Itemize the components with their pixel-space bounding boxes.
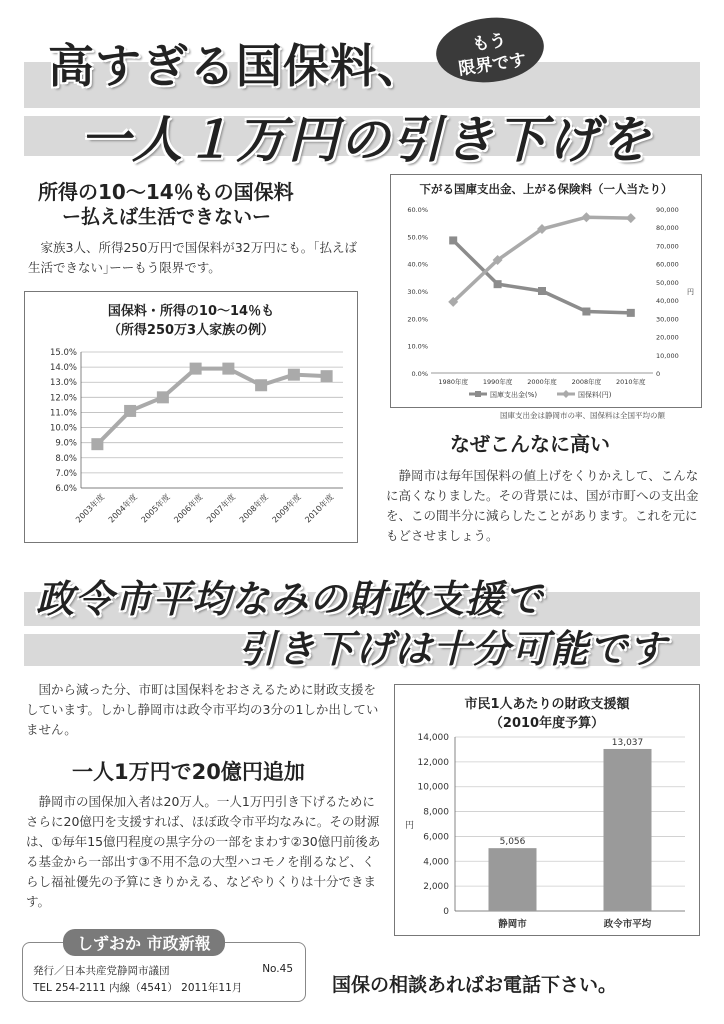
chart2-ytick-right: 40,000 [656,297,679,306]
chart1-xtick: 2003年度 [74,492,107,525]
section3-body: 国から減った分、市町は国保料をおさえるために財政支援をしています。しかし静岡市は政令市平均の3分の1しか出していません。 [26,682,379,737]
chart2-hokenryo-point [581,212,591,222]
section3-title: 一人1万円で20億円追加 [72,760,305,784]
chart2-hokenryo-point [626,213,636,223]
chart2-xtick: 2000年度 [527,378,557,386]
footer-cta: 国保の相談あればお電話下さい。 [332,974,618,996]
chart2-kokko-point [538,287,546,295]
section2-title: なぜこんなに高い [450,432,610,456]
chart3-subtitle: （2010年度予算） [489,716,605,731]
chart2-kokko-point [582,308,590,316]
chart1-ytick: 10.0% [49,423,77,434]
chart2-xtick: 2010年度 [616,378,646,386]
bubble-line1: もう [471,30,508,56]
chart2-ytick-right: 50,000 [656,278,679,287]
chart3-ytick: 6,000 [423,832,449,843]
chart1-subtitle: （所得250万3人家族の例） [107,323,275,338]
chart3-svg [395,685,699,935]
chart1-ytick: 11.0% [49,408,77,419]
publisher: 発行／日本共産党静岡市議団 [33,965,170,977]
chart3-ytick: 4,000 [423,857,449,868]
contact-line: TEL 254-2111 内線（4541） 2011年11月 [33,982,243,994]
chart3-ytick: 0 [443,907,449,917]
chart2-ytick-left: 0.0% [411,370,428,378]
chart3-xtick: 静岡市 [498,919,527,930]
chart3-bar [604,749,652,911]
chart2-ytick-left: 40.0% [407,260,428,269]
chart1-point [190,363,202,375]
chart1-ytick: 15.0% [49,348,77,358]
chart3-ytick: 14,000 [417,733,449,743]
headline2-line1: 政令市平均なみの財政支援で [36,577,544,621]
chart1-ytick: 14.0% [49,363,77,374]
chart2-kokko-point [449,236,457,244]
section1-title: 所得の10～14％もの国保料 [38,180,294,204]
chart1-point [288,369,300,381]
chart1-point [157,391,169,403]
chart2-legend-hokenryo-label: 国保料(円) [578,391,612,399]
bubble-line2: 限界です [457,50,528,80]
chart3-bar [489,848,537,911]
chart1-ytick: 6.0% [55,484,77,494]
headline-line2: 一人１万円の引き下げを [80,111,652,169]
chart3-title: 市民1人あたりの財政支援額 [464,697,630,712]
chart2-xtick: 1990年度 [482,378,513,386]
section1-body: 家族3人、所得250万円で国保料が32万円にも。｢払えば生活できない｣ーーもう限界です。 [28,240,357,275]
chart1-ytick: 7.0% [55,468,77,479]
chart2-ytick-right: 10,000 [656,351,679,360]
chart2-ytick-right: 80,000 [656,224,679,233]
chart1-xtick: 2007年度 [205,492,238,525]
chart1-svg [25,292,357,542]
chart1-ytick: 8.0% [55,453,77,464]
chart3-value-label: 5,056 [499,837,526,848]
chart1-point [321,370,333,382]
section1-subtitle: ー払えば生活できないー [62,206,272,228]
chart2-kokko-point [627,309,635,317]
chart1-point [91,438,103,450]
chart2-frame [390,174,702,408]
chart2-svg [391,175,701,407]
chart1-xtick: 2004年度 [106,492,139,525]
chart2-xtick: 1980年度 [438,378,468,386]
bubble-badge [430,12,550,92]
section2-body: 静岡市は毎年国保料の値上げをくりかえして、こんなに高くなりました。その背景には、国が市町への支出金を、この間半分に減らしたことがあります。これを元にもどさせましょう。 [386,468,699,543]
chart3-ylabel: 円 [405,821,415,831]
chart2-legend-kokko-label: 国庫支出金(%) [490,391,538,399]
headline2-line2: 引き下げは十分可能です [238,627,668,671]
chart2-ytick-right: 0 [656,370,661,378]
chart3-ytick: 8,000 [423,807,449,818]
issue-number: No.45 [262,963,293,975]
chart2-ytick-left: 50.0% [407,233,428,242]
chart3-value-label: 13,037 [611,737,644,748]
chart3-xtick: 政令市平均 [603,919,652,930]
chart1-xtick: 2006年度 [172,492,205,525]
section3-body2: 静岡市の国保加入者は20万人。一人1万円引き下げるためにさらに20億円を支援すれば、ほぼ政令市平均なみに。その財源は、①毎年15億円程度の黒字分の一部をまわす②30億円前後ある基金から一部出す③不用不急の大型ハコモノを削るなど、くらし福祉優先の予算にきりかえる、などやりくりは十分できます。 [26,794,381,909]
chart1-point [124,405,136,417]
chart2-legend-kokko-marker [475,391,481,397]
chart3-ytick: 10,000 [417,782,449,793]
chart2-ytick-right: 30,000 [656,315,679,324]
chart2-ylabel-right: 円 [687,288,694,296]
chart2-ytick-right: 90,000 [656,206,679,214]
paper-title: しずおか 市政新報 [63,929,225,956]
chart1-xtick: 2009年度 [270,492,303,525]
chart1-ytick: 13.0% [49,378,77,389]
chart3-ytick: 12,000 [417,757,449,768]
chart2-ytick-right: 20,000 [656,333,679,342]
chart2-ytick-left: 10.0% [407,342,428,351]
chart2-legend-hokenryo-marker [562,390,570,398]
chart1-point [222,363,234,375]
chart1-frame [24,291,358,543]
chart3-frame [394,684,700,936]
chart2-footnote: 国庫支出金は静岡市の率、国保料は全国平均の額 [500,411,665,420]
chart1-ytick: 12.0% [49,393,77,404]
chart1-title: 国保料・所得の10～14％も [107,304,275,319]
chart2-kokko-point [494,280,502,288]
chart1-point [255,379,267,391]
chart2-ytick-left: 30.0% [407,288,428,296]
chart1-ytick: 9.0% [55,438,77,449]
footer-box [22,934,306,1002]
chart2-ytick-right: 70,000 [656,242,679,251]
chart1-xtick: 2008年度 [237,492,270,525]
chart2-ytick-left: 60.0% [407,206,428,214]
chart3-ytick: 2,000 [423,882,449,893]
headline-line1: 高すぎる国保料、 [48,39,424,93]
chart2-xtick: 2008年度 [571,378,602,386]
chart1-xtick: 2010年度 [303,492,336,525]
chart2-ytick-right: 60,000 [656,260,679,269]
chart1-xtick: 2005年度 [139,492,172,525]
chart2-title: 下がる国庫支出金、上がる保険料（一人当たり） [419,182,673,196]
chart2-ytick-left: 20.0% [407,315,428,324]
